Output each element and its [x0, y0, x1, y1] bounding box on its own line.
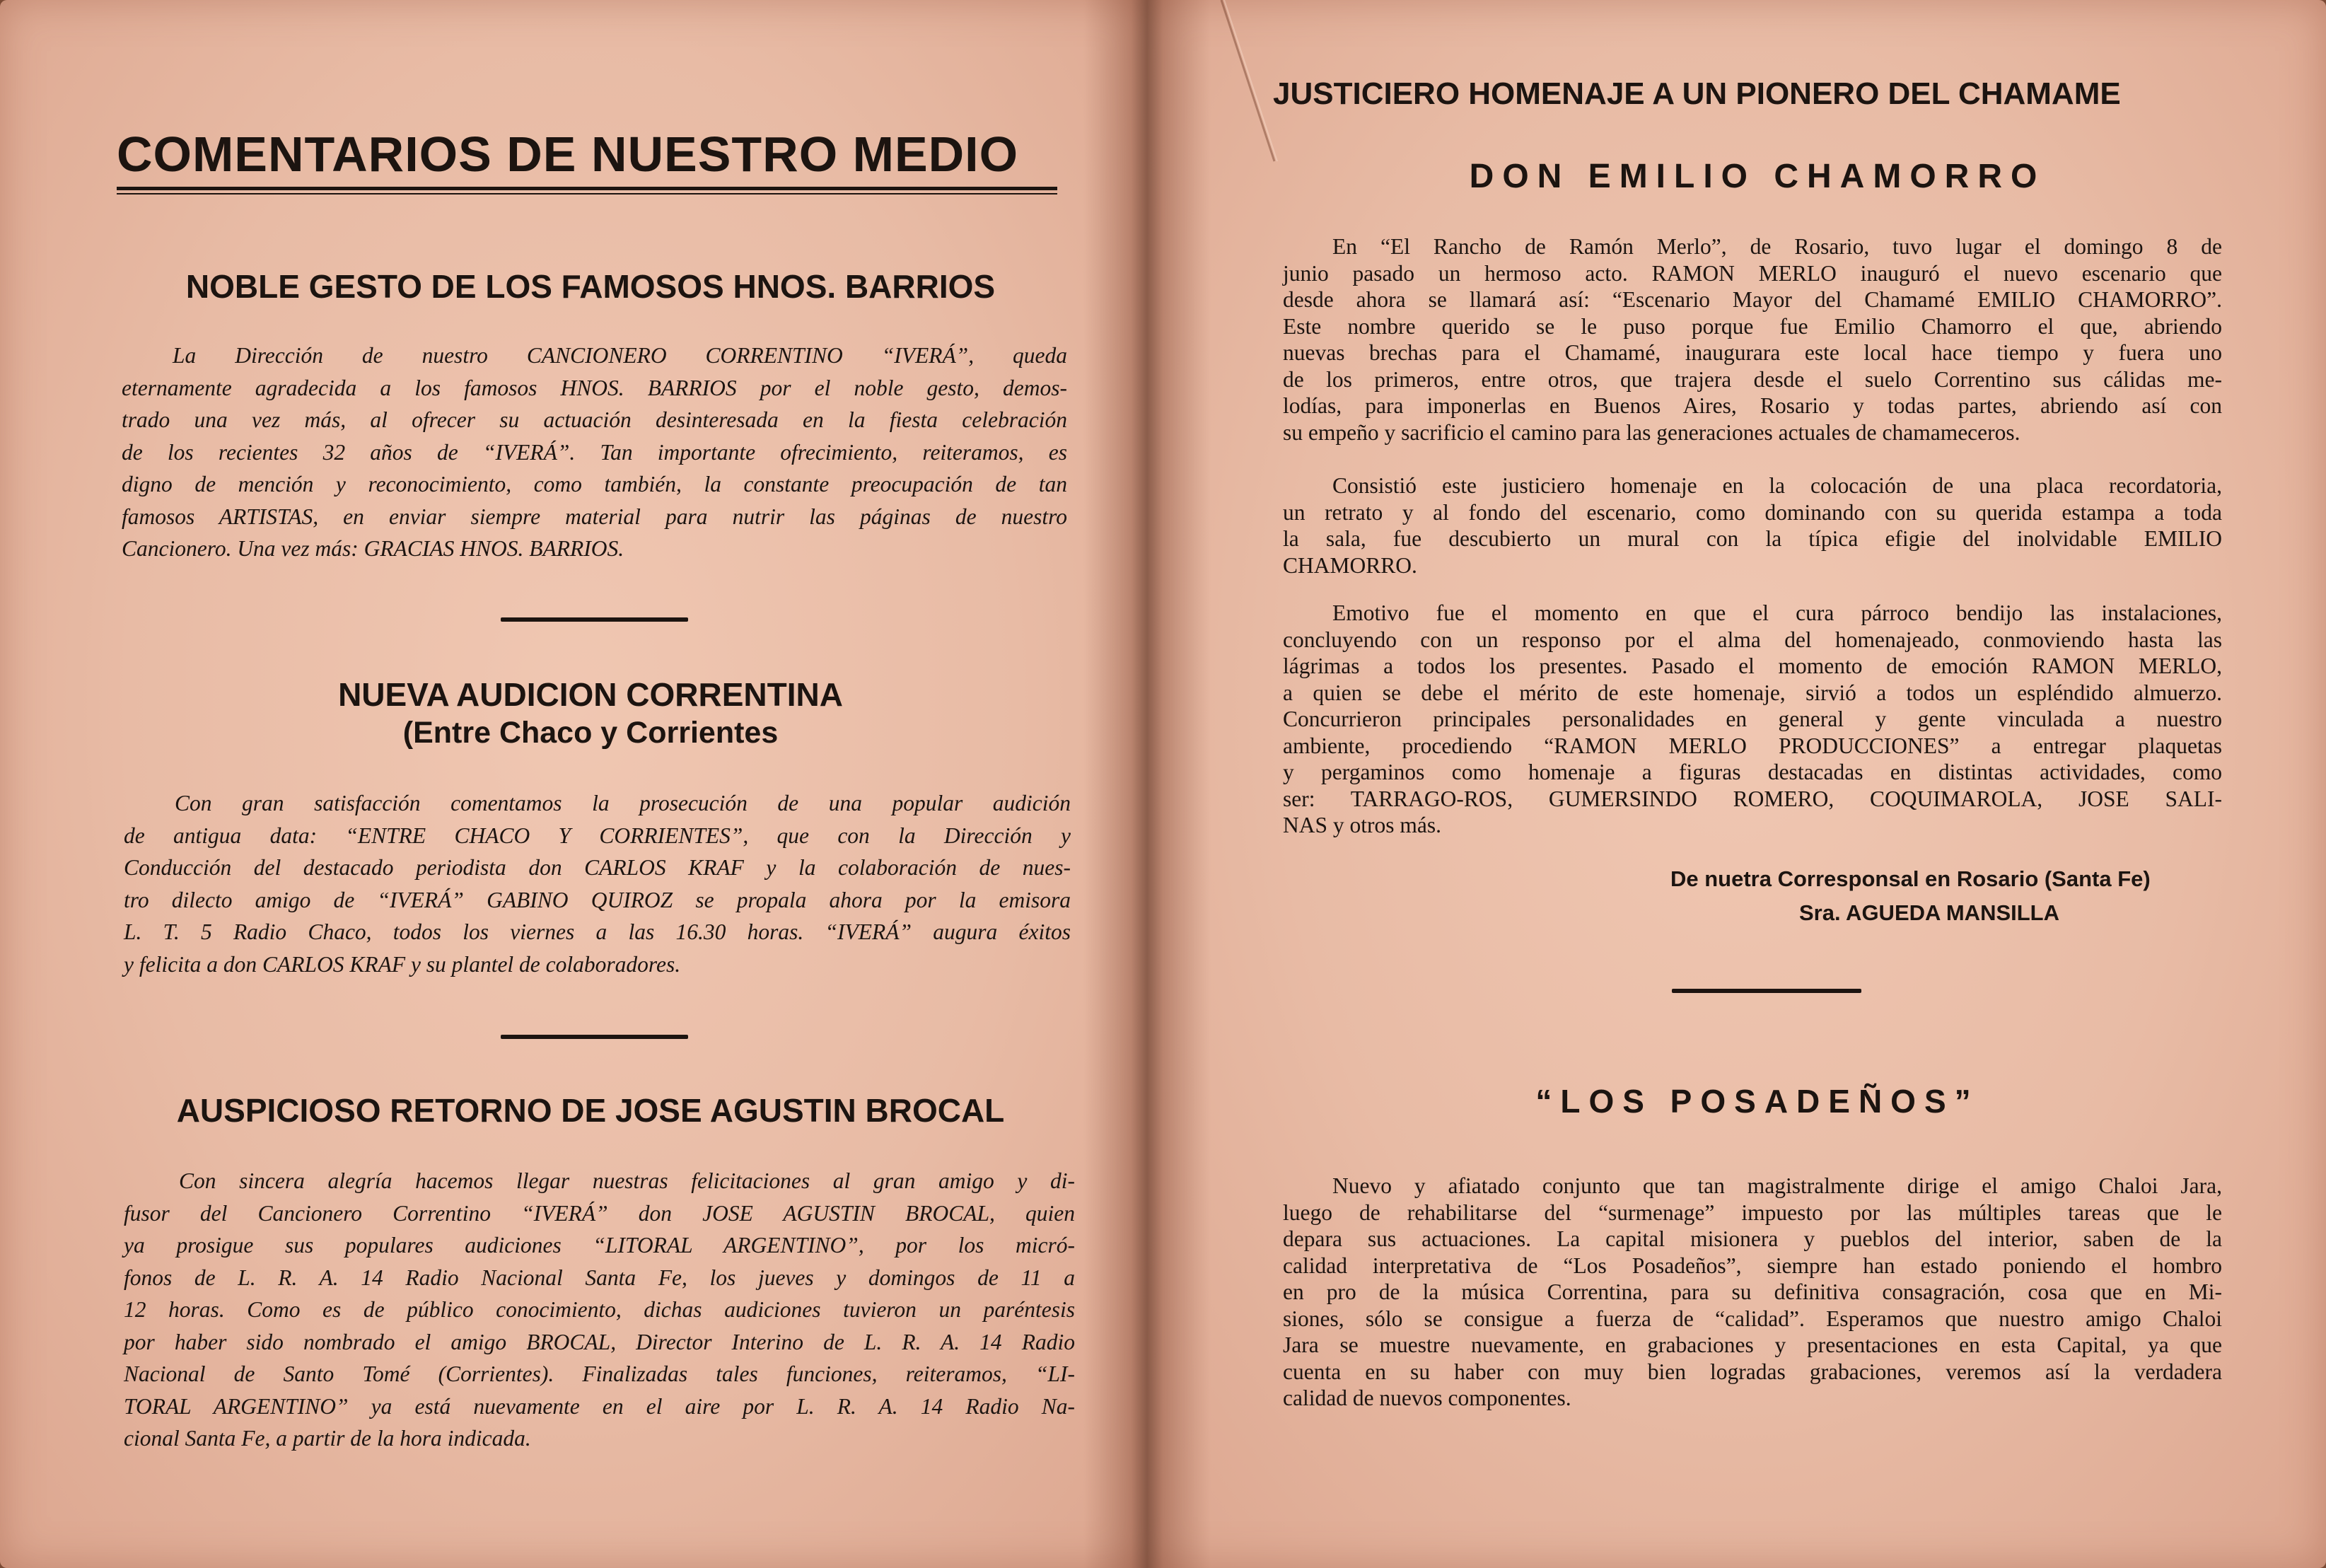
text-line: depara sus actuaciones. La capital misionera y pueblos del interior, saben de la	[1283, 1226, 2222, 1251]
text-line: y felicita a don CARLOS KRAF y su plantel de colaboradores.	[124, 951, 681, 977]
text-line: Este nombre querido se le puso porque fue Emilio Chamorro el que, abriendo	[1283, 313, 2222, 339]
text-line: fusor del Cancionero Correntino “IVERÁ” don JOSE AGUSTIN BROCAL, quien	[124, 1200, 1075, 1226]
main-title: COMENTARIOS DE NUESTRO MEDIO	[117, 127, 1019, 182]
text-line: nuevas brechas para el Chamamé, inaugurara este local hace tiempo y fuera uno	[1283, 340, 2222, 365]
text-line: Consistió este justiciero homenaje en la colocación de una placa recordatoria,	[1332, 473, 2222, 498]
text-line: de los primeros, entre otros, que trajera desde el suelo Correntino sus cálidas me-	[1283, 366, 2222, 392]
article-body-chamorro-p2	[1283, 472, 2222, 579]
section-heading-barrios: NOBLE GESTO DE LOS FAMOSOS HNOS. BARRIOS	[185, 268, 996, 305]
text-line: cuenta en su haber con muy bien logradas grabaciones, veremos así la verdadera	[1283, 1359, 2222, 1384]
text-line: de los recientes 32 años de “IVERÁ”. Tan importante ofrecimiento, reiteramos, es	[122, 439, 1067, 465]
section-divider	[501, 617, 688, 622]
article-body-posadenos	[1283, 1173, 2222, 1412]
gutter-shadow	[1083, 0, 1147, 1568]
section-body-audicion	[124, 787, 1071, 980]
text-line: tro dilecto amigo de “IVERÁ” GABINO QUIROZ se propala ahora por la emisora	[124, 887, 1071, 912]
text-line: NAS y otros más.	[1283, 813, 1442, 837]
article-body-chamorro-p3	[1283, 600, 2222, 839]
text-line: en pro de la música Correntina, para su definitiva consagración, cosa que en Mi-	[1283, 1279, 2222, 1304]
text-line: trado una vez más, al ofrecer su actuación desinteresada en la fiesta celebración	[122, 407, 1067, 432]
text-line: 12 horas. Como es de público conocimiento, dichas audiciones tuvieron un paréntesis	[124, 1297, 1075, 1322]
text-line: La Dirección de nuestro CANCIONERO CORRENTINO “IVERÁ”, queda	[173, 343, 1067, 368]
text-line: calidad interpretativa de “Los Posadeños”, siempre han estado poniendo el hombro	[1283, 1253, 2222, 1278]
text-line: concluyendo con un responso por el alma del homenajeado, conmoviendo hasta las	[1283, 627, 2222, 652]
text-line: Jara se muestre nuevamente, en grabaciones y presentaciones en esta Capital, ya que	[1283, 1332, 2222, 1357]
text-line: Cancionero. Una vez más: GRACIAS HNOS. BARRIOS.	[122, 536, 624, 561]
text-line: a quien se debe el mérito de este homenaje, sirvió a todos un espléndido almuerzo.	[1283, 680, 2222, 705]
text-line: famosos ARTISTAS, en enviar siempre material para nutrir las páginas de nuestro	[122, 504, 1067, 529]
article-title-chamorro: JUSTICIERO HOMENAJE A UN PIONERO DEL CHAMAME	[1273, 76, 2121, 111]
text-line: ambiente, procediendo “RAMON MERLO PRODUCCIONES” a entregar plaquetas	[1283, 733, 2222, 758]
text-line: CHAMORRO.	[1283, 552, 1417, 578]
section-heading-brocal: AUSPICIOSO RETORNO DE JOSE AGUSTIN BROCAL	[176, 1092, 1005, 1129]
paper-crease	[1218, 0, 1281, 163]
article-body-chamorro-p1	[1283, 233, 2222, 446]
text-line: ya prosigue sus populares audiciones “LITORAL ARGENTINO”, por los micró-	[124, 1233, 1075, 1258]
text-line: por haber sido nombrado el amigo BROCAL, Director Interino de L. R. A. 14 Radio	[124, 1329, 1075, 1354]
text-line: En “El Rancho de Ramón Merlo”, de Rosario, tuvo lugar el domingo 8 de	[1332, 234, 2222, 259]
text-line: ser: TARRAGO-ROS, GUMERSINDO ROMERO, COQUIMAROLA, JOSE SALI-	[1283, 786, 2222, 811]
text-line: su empeño y sacrificio el camino para las generaciones actuales de chamameceros.	[1283, 419, 2020, 445]
section-divider	[501, 1035, 688, 1039]
text-line: Con sincera alegría hacemos llegar nuestras felicitaciones al gran amigo y di-	[179, 1168, 1075, 1193]
section-body-barrios	[122, 339, 1067, 565]
text-line: y pergaminos como homenaje a figuras destacadas en distintas actividades, como	[1283, 760, 2222, 784]
title-underline	[117, 187, 1057, 194]
text-line: TORAL ARGENTINO” ya está nuevamente en el aire por L. R. A. 14 Radio Na-	[124, 1393, 1075, 1419]
text-line: un retrato y al fondo del escenario, como dominando con su querida estampa a toda	[1283, 499, 2222, 525]
section-subheading-audicion: (Entre Chaco y Corrientes	[402, 716, 779, 750]
text-line: eternamente agradecida a los famosos HNOS. BARRIOS por el noble gesto, demos-	[122, 375, 1067, 400]
text-line: calidad de nuevos componentes.	[1283, 1386, 1571, 1410]
text-line: Con gran satisfacción comentamos la prosecución de una popular audición	[175, 791, 1071, 815]
text-line: fonos de L. R. A. 14 Radio Nacional Santa Fe, los jueves y domingos de 11 a	[124, 1265, 1075, 1290]
text-line: L. T. 5 Radio Chaco, todos los viernes a las 16.30 horas. “IVERÁ” augura éxitos	[124, 919, 1071, 944]
text-line: Conducción del destacado periodista don CARLOS KRAF y la colaboración de nues-	[124, 855, 1071, 880]
text-line: de antigua data: “ENTRE CHACO Y CORRIENTES”, que con la Dirección y	[124, 823, 1071, 848]
text-line: lodías, para imponerlas en Buenos Aires, Rosario y todas partes, abriendo así con	[1283, 393, 2222, 418]
left-page	[0, 0, 1147, 1568]
text-line: lágrimas a todos los presentes. Pasado el momento de emoción RAMON MERLO,	[1283, 654, 2222, 678]
text-line: Nuevo y afiatado conjunto que tan magistralmente dirige el amigo Chaloi Jara,	[1332, 1173, 2222, 1198]
text-line: digno de mención y reconocimiento, como también, la constante preocupación de tan	[122, 472, 1067, 496]
text-line: Emotivo fue el momento en que el cura párroco bendijo las instalaciones,	[1332, 600, 2222, 625]
section-body-brocal	[124, 1165, 1075, 1455]
article-title-posadenos: “LOS POSADEÑOS”	[1535, 1083, 1979, 1120]
section-heading-audicion: NUEVA AUDICION CORRENTINA	[338, 676, 843, 713]
gutter-shadow	[1147, 0, 1211, 1568]
credit-line: De nuetra Corresponsal en Rosario (Santa Fe)	[1670, 866, 2151, 891]
credit-name: Sra. AGUEDA MANSILLA	[1799, 900, 2060, 925]
text-line: Concurrieron principales personalidades en general y gente vinculada a nuestro	[1283, 707, 2222, 731]
text-line: junio pasado un hermoso acto. RAMON MERLO inauguró el nuevo escenario que	[1283, 260, 2222, 286]
text-line: luego de rehabilitarse del “surmenage” impuesto por las múltiples tareas que le	[1283, 1200, 2222, 1225]
text-line: siones, sólo se consigue a fuerza de “calidad”. Esperamos que nuestro amigo Chaloi	[1283, 1306, 2222, 1331]
text-line: cional Santa Fe, a partir de la hora indicada.	[124, 1426, 531, 1451]
section-divider	[1672, 989, 1861, 993]
text-line: Nacional de Santo Tomé (Corrientes). Finalizadas tales funciones, reiteramos, “LI-	[124, 1361, 1075, 1386]
right-page	[1147, 0, 2326, 1568]
text-line: la sala, fue descubierto un mural con la típica efigie del inolvidable EMILIO	[1283, 526, 2222, 551]
text-line: desde ahora se llamará así: “Escenario Mayor del Chamamé EMILIO CHAMORRO”.	[1283, 287, 2222, 312]
article-subtitle-chamorro: DON EMILIO CHAMORRO	[1469, 158, 2046, 195]
